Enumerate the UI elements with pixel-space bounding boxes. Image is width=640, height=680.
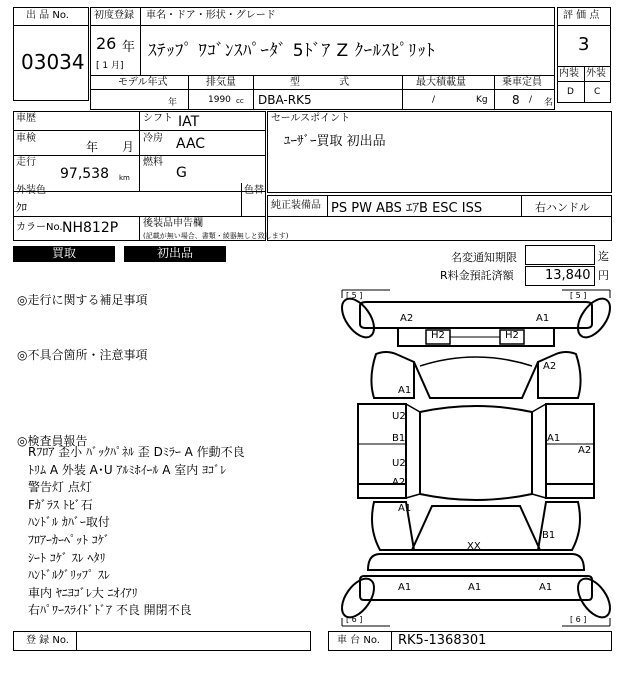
inspector-lines <box>28 444 245 620</box>
recycle-unit: 円 <box>598 269 609 282</box>
code-rear-bumper-mid: A1 <box>468 582 482 593</box>
capacity-value: 8 <box>512 93 520 107</box>
code-roof-a2: A2 <box>392 477 406 488</box>
inspector-line: Fｶﾞﾗｽ ﾄﾋﾞ石 <box>28 497 93 512</box>
tag-top-left: [ 5 ] <box>346 291 363 300</box>
code-rear-right-b1: B1 <box>542 530 556 541</box>
first-reg-year: 26 <box>96 34 117 53</box>
purchase-bar: 買取 <box>13 246 115 262</box>
code-h2-left: H2 <box>431 330 445 341</box>
model-year-label: モデル年式 <box>118 77 168 88</box>
post-install-note: (記載が無い場合、書類・綾器無しと致します) <box>143 232 289 240</box>
capacity-sep: / <box>529 95 533 105</box>
reg-no-label: 登 録 No. <box>26 635 69 646</box>
inspector-line: ｼｰﾄ ｺｹﾞ ｽﾚ ﾍﾀﾘ <box>28 550 106 565</box>
color-change-label: 色替 <box>244 185 264 196</box>
mileage-label: 走行 <box>16 157 36 168</box>
driving-notes-label: ◎走行に関する補足事項 <box>17 293 148 307</box>
code-bumper-front-right: A1 <box>536 313 550 324</box>
interior-value: D <box>567 87 574 97</box>
recycle-value: 13,840 <box>545 268 591 283</box>
model-code: DBA-RK5 <box>258 93 312 107</box>
inspector-line: ﾊﾝﾄﾞﾙｸﾞﾘｯﾌﾟ ｽﾚ <box>28 568 110 583</box>
name-change-label: 名変通知期限 <box>451 251 517 264</box>
equipment-label: 純正装備品 <box>271 200 321 211</box>
code-rear-bumper-left: A1 <box>398 582 412 593</box>
code-roof-u2-b: U2 <box>392 458 406 469</box>
model-code-label: 型 式 <box>290 77 368 88</box>
color-no-value: NH812P <box>62 220 119 236</box>
steering-value: 右ハンドル <box>535 201 590 214</box>
defects-label: ◎不具合箇所・注意事項 <box>17 348 148 362</box>
max-load-label: 最大積載量 <box>416 77 466 88</box>
inspector-line: 右ﾊﾟﾜｰｽﾗｲﾄﾞﾄﾞｱ 不良 開閉不良 <box>28 603 192 618</box>
car-diagram <box>340 288 612 628</box>
capacity-unit: 名 <box>544 98 554 108</box>
inspector-line: ﾌﾛｱｰｶｰﾍﾟｯﾄ ｺｹﾞ <box>28 532 110 547</box>
shift-value: IAT <box>178 114 200 130</box>
car-name-label: 車名・ドア・形状・グレード <box>146 10 276 21</box>
max-load-unit: Kg <box>476 95 488 105</box>
sales-point-text: ﾕｰｻﾞｰ買取 初出品 <box>284 134 386 149</box>
sales-point-label: セールスポイント <box>271 113 351 124</box>
chassis-value: RK5-1368301 <box>398 633 487 648</box>
name-change-box <box>525 245 595 265</box>
model-year-unit: 年 <box>168 98 178 108</box>
exterior-value: C <box>594 87 601 97</box>
displacement-value: 1990 <box>208 95 231 105</box>
first-reg-year-unit: 年 <box>122 40 136 55</box>
lot-label: 出 品 No. <box>26 10 69 21</box>
post-install-label: 後装品申告欄 <box>143 218 203 229</box>
code-roof-b1: B1 <box>392 433 406 444</box>
chassis-label: 車 台 No. <box>337 635 380 646</box>
mileage-unit: km <box>119 174 130 182</box>
grade-label: 評 価 点 <box>563 10 600 21</box>
equipment-value: PS PW ABS ｴｱB ESC ISS <box>331 201 483 216</box>
first-listing-bar: 初出品 <box>124 246 226 262</box>
inspector-line: 車内 ﾔﾆﾖｺﾞﾚ大 ﾆｵｲｱﾘ <box>28 585 138 600</box>
name-change-unit: 迄 <box>598 250 609 263</box>
code-front-door-left: A1 <box>398 385 412 396</box>
shaken-month-unit: 月 <box>122 140 135 154</box>
mileage-value: 97,538 <box>60 166 109 182</box>
shift-label: シフト <box>143 113 173 124</box>
max-load-value: / <box>432 95 436 105</box>
inspector-line: ﾄﾘﾑ A 外装 A･U ｱﾙﾐﾎｲｰﾙ A 室内 ﾖｺﾞﾚ <box>28 462 227 477</box>
displacement-label: 排気量 <box>206 77 236 88</box>
code-rear-left-a1: A1 <box>398 503 412 514</box>
code-rear-bumper-right: A1 <box>539 582 553 593</box>
displacement-unit: cc <box>236 97 244 105</box>
ext-color-label: 外装色 <box>16 185 46 196</box>
tag-top-right: [ 5 ] <box>570 291 587 300</box>
inspector-line: Rﾌﾛｱ 歪小 ﾊﾞｯｸﾊﾟﾈﾙ 歪 Dﾐﾗｰ A 作動不良 <box>28 445 245 459</box>
fuel-value: G <box>176 165 187 181</box>
lot-number: 03034 <box>21 50 85 74</box>
inspector-line: 警告灯 点灯 <box>28 480 92 495</box>
shaken-label: 車検 <box>16 133 36 144</box>
code-rear-glass-xx: XX <box>467 541 481 552</box>
inspector-label: ◎検査員報告 <box>17 434 88 448</box>
ac-value: AAC <box>176 136 206 152</box>
interior-label: 内装 <box>559 68 579 79</box>
first-reg-label: 初度登録 <box>94 10 134 21</box>
code-right-side-a2: A2 <box>578 445 592 456</box>
code-right-side-a1: A1 <box>547 433 561 444</box>
exterior-label: 外装 <box>586 68 606 79</box>
code-bumper-front-left: A2 <box>400 313 414 324</box>
inspector-line: ﾊﾝﾄﾞﾙ ｶﾊﾞｰ取付 <box>28 515 110 530</box>
grade-value: 3 <box>578 34 590 55</box>
ext-color-value: ｸﾛ <box>16 201 27 214</box>
recycle-label: R料金預託済額 <box>440 269 514 282</box>
car-name: ｽﾃｯﾌﾟ ﾜｺﾞﾝｽﾊﾟｰﾀﾞ 5ﾄﾞｱ Z ｸｰﾙｽﾋﾟﾘｯﾄ <box>148 41 436 61</box>
first-reg-month: [ 1 月] <box>96 61 124 71</box>
history-label: 車歴 <box>16 113 36 124</box>
color-no-label: カラーNo. <box>16 222 63 233</box>
fuel-label: 燃料 <box>143 157 163 168</box>
capacity-label: 乗車定員 <box>502 77 542 88</box>
shaken-year-unit: 年 <box>86 140 99 154</box>
tag-bottom-left: [ 6 ] <box>346 615 363 624</box>
ac-label: 冷房 <box>143 133 163 144</box>
tag-bottom-right: [ 6 ] <box>570 615 587 624</box>
code-h2-right: H2 <box>505 330 519 341</box>
code-roof-u2: U2 <box>392 411 406 422</box>
code-front-corner-right: A2 <box>543 361 557 372</box>
